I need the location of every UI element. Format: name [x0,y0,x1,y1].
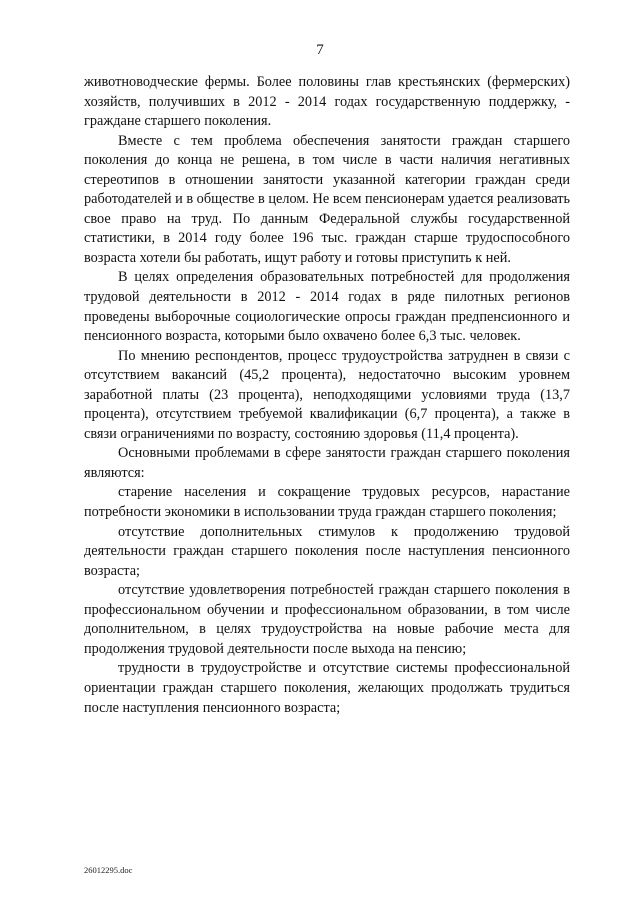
list-item: отсутствие дополнительных стимулов к продолжению трудовой деятельности граждан старшего поколения после наступления пенсионного возраста; [84,523,570,579]
document-body [84,73,570,718]
paragraph: Основными проблемами в сфере занятости граждан старшего поколения являются: [84,445,570,481]
paragraph: В целях определения образовательных потребностей для продолжения трудовой деятельности в 2012 - 2014 годах в ряде пилотных регионов проведены выборочные социологические опросы граждан предпенсионного и пенсионного возраста, которыми было охвачено более 6,3 тыс. человек. [84,269,570,345]
paragraph: По мнению респондентов, процесс трудоустройства затруднен в связи с отсутствием вакансий (45,2 процента), недостаточно высоким уровнем заработной платы (23 процента), неподходящими условиями труда (13,7 процента), отсутствием требуемой квалификации (6,7 процента), а также в связи ограничениями по возрасту, состоянию здоровья (11,4 процента). [84,347,570,442]
footer-filename: 26012295.doc [84,865,133,875]
page-number: 7 [316,42,324,58]
paragraph: Вместе с тем проблема обеспечения занятости граждан старшего поколения до конца не решена, в том числе в части наличия негативных стереотипов в отношении занятости указанной категории граждан среди работодателей и в обществе в целом. Не всем пенсионерам удается реализовать свое право на труд. По данным Федеральной службы государственной статистики, в 2014 году более 196 тыс. граждан старше трудоспособного возраста хотели бы работать, ищут работу и готовы приступить к ней. [84,132,570,266]
paragraph: животноводческие фермы. Более половины глав крестьянских (фермерских) хозяйств, получивших в 2012 - 2014 годах государственную поддержку, - граждане старшего поколения. [84,74,570,130]
list-item: трудности в трудоустройстве и отсутствие системы профессиональной ориентации граждан старшего поколения, желающих продолжать трудиться после наступления пенсионного возраста; [84,660,570,716]
list-item: отсутствие удовлетворения потребностей граждан старшего поколения в профессиональном обучении и профессиональном образовании, в том числе дополнительном, в целях трудоустройства на новые рабочие места для продолжения трудовой деятельности после выхода на пенсию; [84,582,570,657]
list-item: старение населения и сокращение трудовых ресурсов, нарастание потребности экономики в использовании труда граждан старшего поколения; [84,484,570,521]
